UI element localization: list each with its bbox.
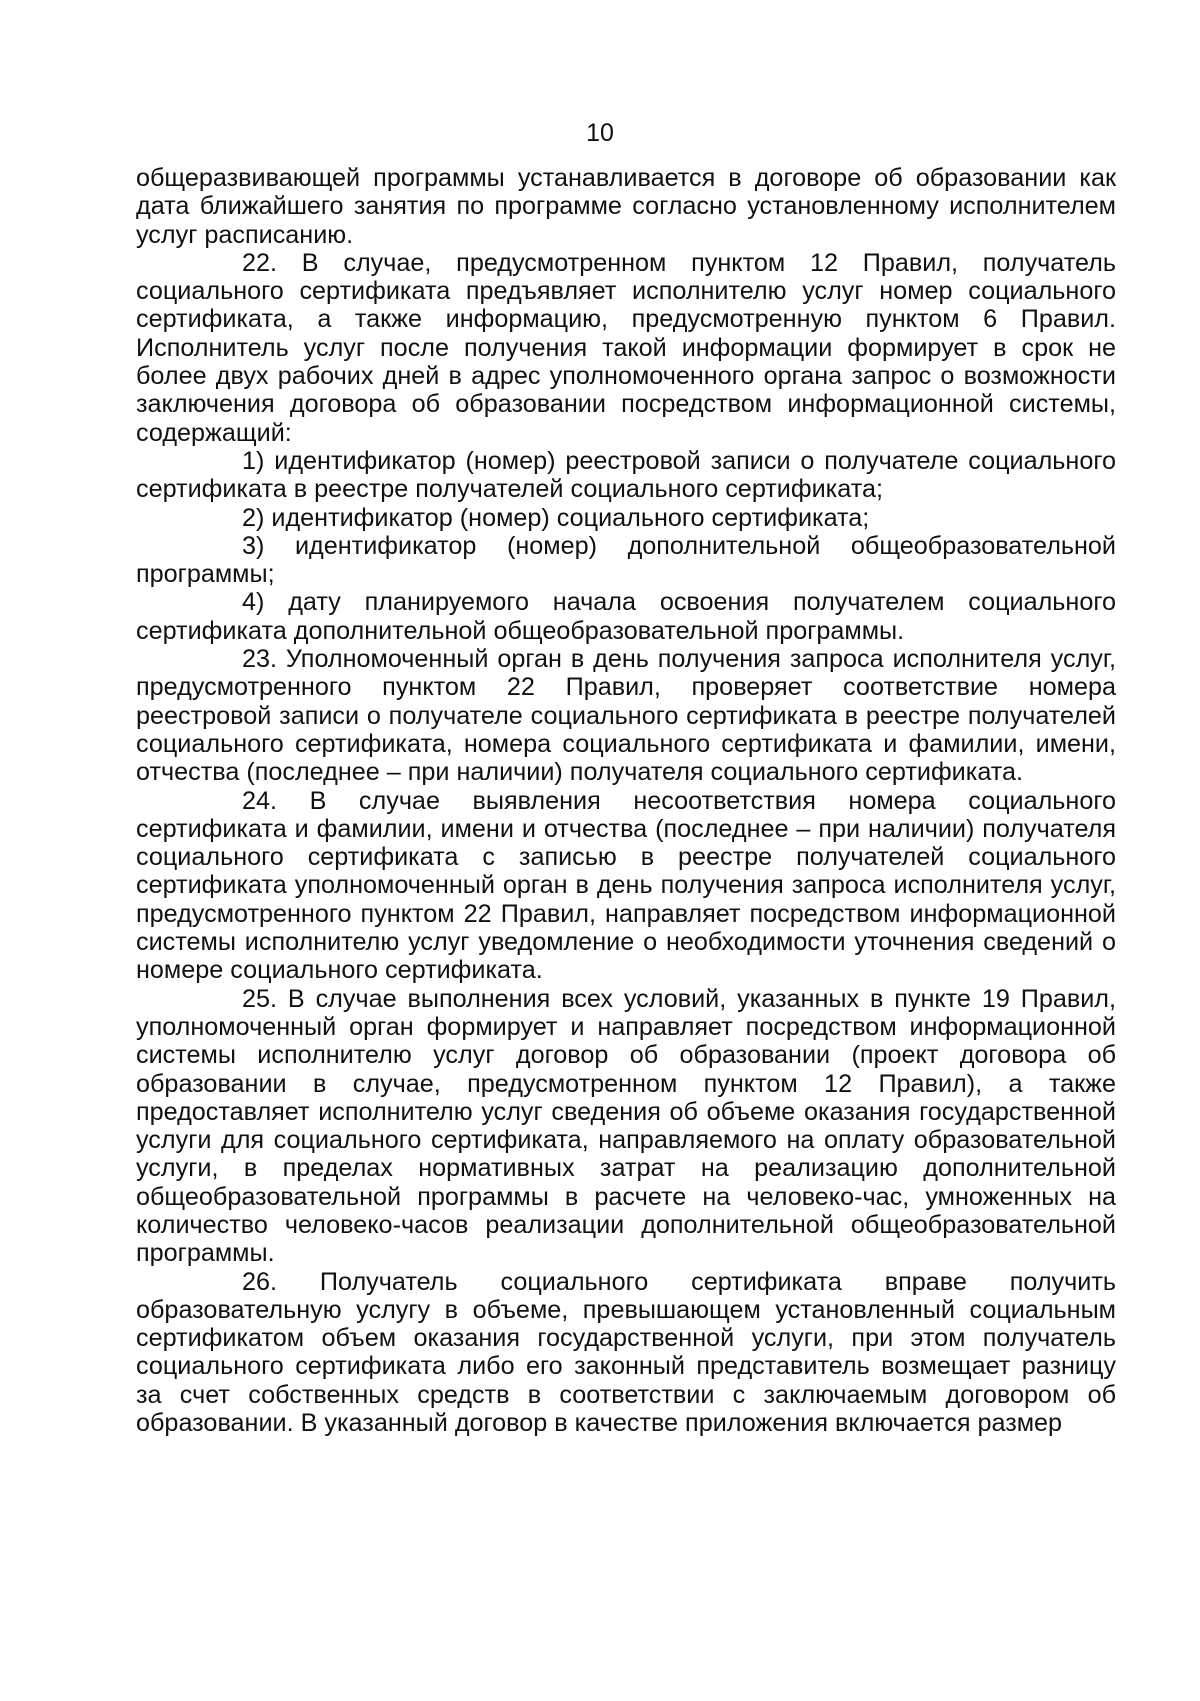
paragraph-22: 22. В случае, предусмотренном пунктом 12 Правил, получатель социального сертификата предъявляет исполнителю услуг номер социального сертификата, а также информацию, предусмотренную пунктом 6 Правил. Исполнитель услуг после получения такой информации формирует в срок не более двух рабочих дней в адрес уполномоченного органа запрос о возможности заключения договора об образовании посредством информационной системы, содержащий: bbox=[136, 248, 1116, 447]
paragraph-22-item-1: 1) идентификатор (номер) реестровой записи о получателе социального сертификата в реестре получателей социального сертификата; bbox=[136, 446, 1116, 504]
paragraph-continuation: общеразвивающей программы устанавливается в договоре об образовании как дата ближайшего занятия по программе согласно установленному исполнителем услуг расписанию. bbox=[136, 164, 1116, 249]
paragraph-22-item-2: 2) идентификатор (номер) социального сертификата; bbox=[242, 503, 870, 532]
paragraph-23: 23. Уполномоченный орган в день получения запроса исполнителя услуг, предусмотренного пунктом 22 Правил, проверяет соответствие номера реестровой записи о получателе социального сертификата в реестре получателей социального сертификата, номера социального сертификата и фамилии, имени, отчества (последнее – при наличии) получателя социального сертификата. bbox=[136, 645, 1116, 787]
paragraph-26: 26. Получатель социального сертификата вправе получить образовательную услугу в объеме, превышающем установленный социальным сертификатом объем оказания государственной услуги, при этом получатель социального сертификата либо его законный представитель возмещает разницу за счет собственных средств в соответствии с заключаемым договором об образовании. В указанный договор в качестве приложения включается размер bbox=[136, 1267, 1116, 1438]
page-number: 10 bbox=[586, 119, 614, 147]
paragraph-22-item-4: 4) дату планируемого начала освоения получателем социального сертификата дополнительной общеобразовательной программы. bbox=[136, 588, 1116, 645]
paragraph-22-item-3: 3) идентификатор (номер) дополнительной общеобразовательной программы; bbox=[136, 531, 1116, 589]
paragraph-24: 24. В случае выявления несоответствия номера социального сертификата и фамилии, имени и отчества (последнее – при наличии) получателя социального сертификата с записью в реестре получателей социального сертификата уполномоченный орган в день получения запроса исполнителя услуг, предусмотренного пунктом 22 Правил, направляет посредством информационной системы исполнителю услуг уведомление о необходимости уточнения сведений о номере социального сертификата. bbox=[136, 786, 1116, 985]
paragraph-25: 25. В случае выполнения всех условий, указанных в пункте 19 Правил, уполномоченный орган формирует и направляет посредством информационной системы исполнителю услуг договор об образовании (проект договора об образовании в случае, предусмотренном пунктом 12 Правил), а также предоставляет исполнителю услуг сведения об объеме оказания государственной услуги для социального сертификата, направляемого на оплату образовательной услуги, в пределах нормативных затрат на реализацию дополнительной общеобразовательной программы в расчете на человеко-час, умноженных на количество человеко-часов реализации дополнительной общеобразовательной программы. bbox=[136, 984, 1116, 1268]
document-body bbox=[136, 164, 1116, 1437]
